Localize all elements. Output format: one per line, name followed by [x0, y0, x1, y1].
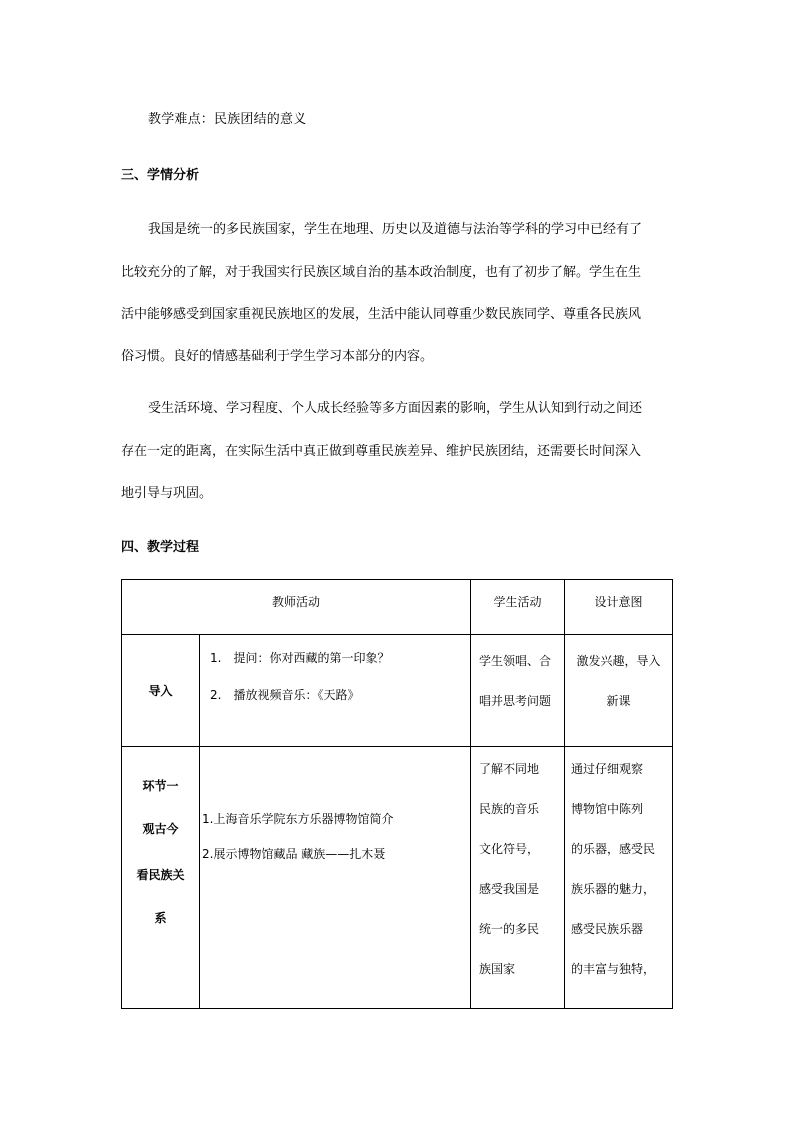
- teaching-difficulty: 教学难点：民族团结的意义: [148, 112, 307, 127]
- student-line: 学生领唱、合: [479, 654, 552, 668]
- teacher-step: 2. 播放视频音乐：《天路》: [210, 688, 360, 702]
- paragraph-line: 比较充分的了解，对于我国实行民族区域自治的基本政治制度，也有了初步了解。学生在生: [121, 265, 642, 280]
- teacher-activity-intro: [200, 635, 471, 747]
- design-intent-part-one: [565, 747, 673, 1009]
- student-activity-intro: [471, 635, 565, 747]
- paragraph-line: 我国是统一的多民族国家，学生在地理、历史以及道德与法治等学科的学习中已经有了: [148, 222, 643, 237]
- stage-line: 看民族关: [136, 868, 185, 882]
- student-activity-part-one: [471, 747, 565, 1009]
- student-line: 文化符号，: [479, 842, 540, 856]
- paragraph-line: 地引导与巩固。: [121, 486, 213, 501]
- intent-line: 族乐器的魅力，: [571, 882, 656, 896]
- teacher-step: 2.展示博物馆藏品 藏族——扎木聂: [202, 847, 386, 861]
- header-design-intent: 设计意图: [565, 580, 673, 635]
- stage-line: 环节一: [142, 779, 179, 793]
- student-line: 民族的音乐: [479, 802, 540, 816]
- student-line: 感受我国是: [479, 882, 540, 896]
- teacher-step: 1. 提问：你对西藏的第一印象？: [210, 651, 390, 665]
- section-4-heading: 四、教学过程: [121, 540, 200, 555]
- table-header-row: [122, 580, 673, 635]
- header-student-activity: 学生活动: [471, 580, 565, 635]
- paragraph-line: 存在一定的距离，在实际生活中真正做到尊重民族差异、维护民族团结，还需要长时间深入: [121, 444, 642, 459]
- table-row: [122, 747, 673, 1009]
- intent-line: 感受民族乐器: [571, 922, 644, 936]
- intent-line: 激发兴趣，导入: [576, 654, 661, 668]
- student-line: 了解不同地: [479, 762, 540, 776]
- table-row: [122, 635, 673, 747]
- student-line: 唱并思考问题: [479, 694, 552, 708]
- paragraph-line: 受生活环境、学习程度、个人成长经验等多方面因素的影响，学生从认知到行动之间还: [148, 401, 643, 416]
- intent-line: 的丰富与独特，: [571, 962, 656, 976]
- paragraph-line: 活中能够感受到国家重视民族地区的发展，生活中能认同尊重少数民族同学、尊重各民族风: [121, 307, 642, 322]
- stage-part-one: [122, 747, 200, 1009]
- stage-line: 系: [154, 911, 167, 925]
- stage-intro: 导入: [122, 635, 200, 747]
- intent-line: 博物馆中陈列: [571, 802, 644, 816]
- teacher-step: 1.上海音乐学院东方乐器博物馆简介: [202, 812, 394, 826]
- intent-line: 新课: [606, 694, 631, 708]
- teacher-activity-part-one: [200, 747, 471, 1009]
- intent-line: 的乐器，感受民: [571, 842, 656, 856]
- student-line: 统一的多民: [479, 922, 540, 936]
- section-3-heading: 三、学情分析: [121, 168, 200, 183]
- paragraph-line: 俗习惯。良好的情感基础利于学生学习本部分的内容。: [121, 349, 434, 364]
- design-intent-intro: [565, 635, 673, 747]
- stage-line: 观古今: [142, 822, 179, 836]
- student-line: 族国家: [479, 962, 516, 976]
- teaching-process-table: [121, 579, 673, 1009]
- intent-line: 通过仔细观察: [571, 762, 644, 776]
- header-teacher-activity: 教师活动: [122, 580, 471, 635]
